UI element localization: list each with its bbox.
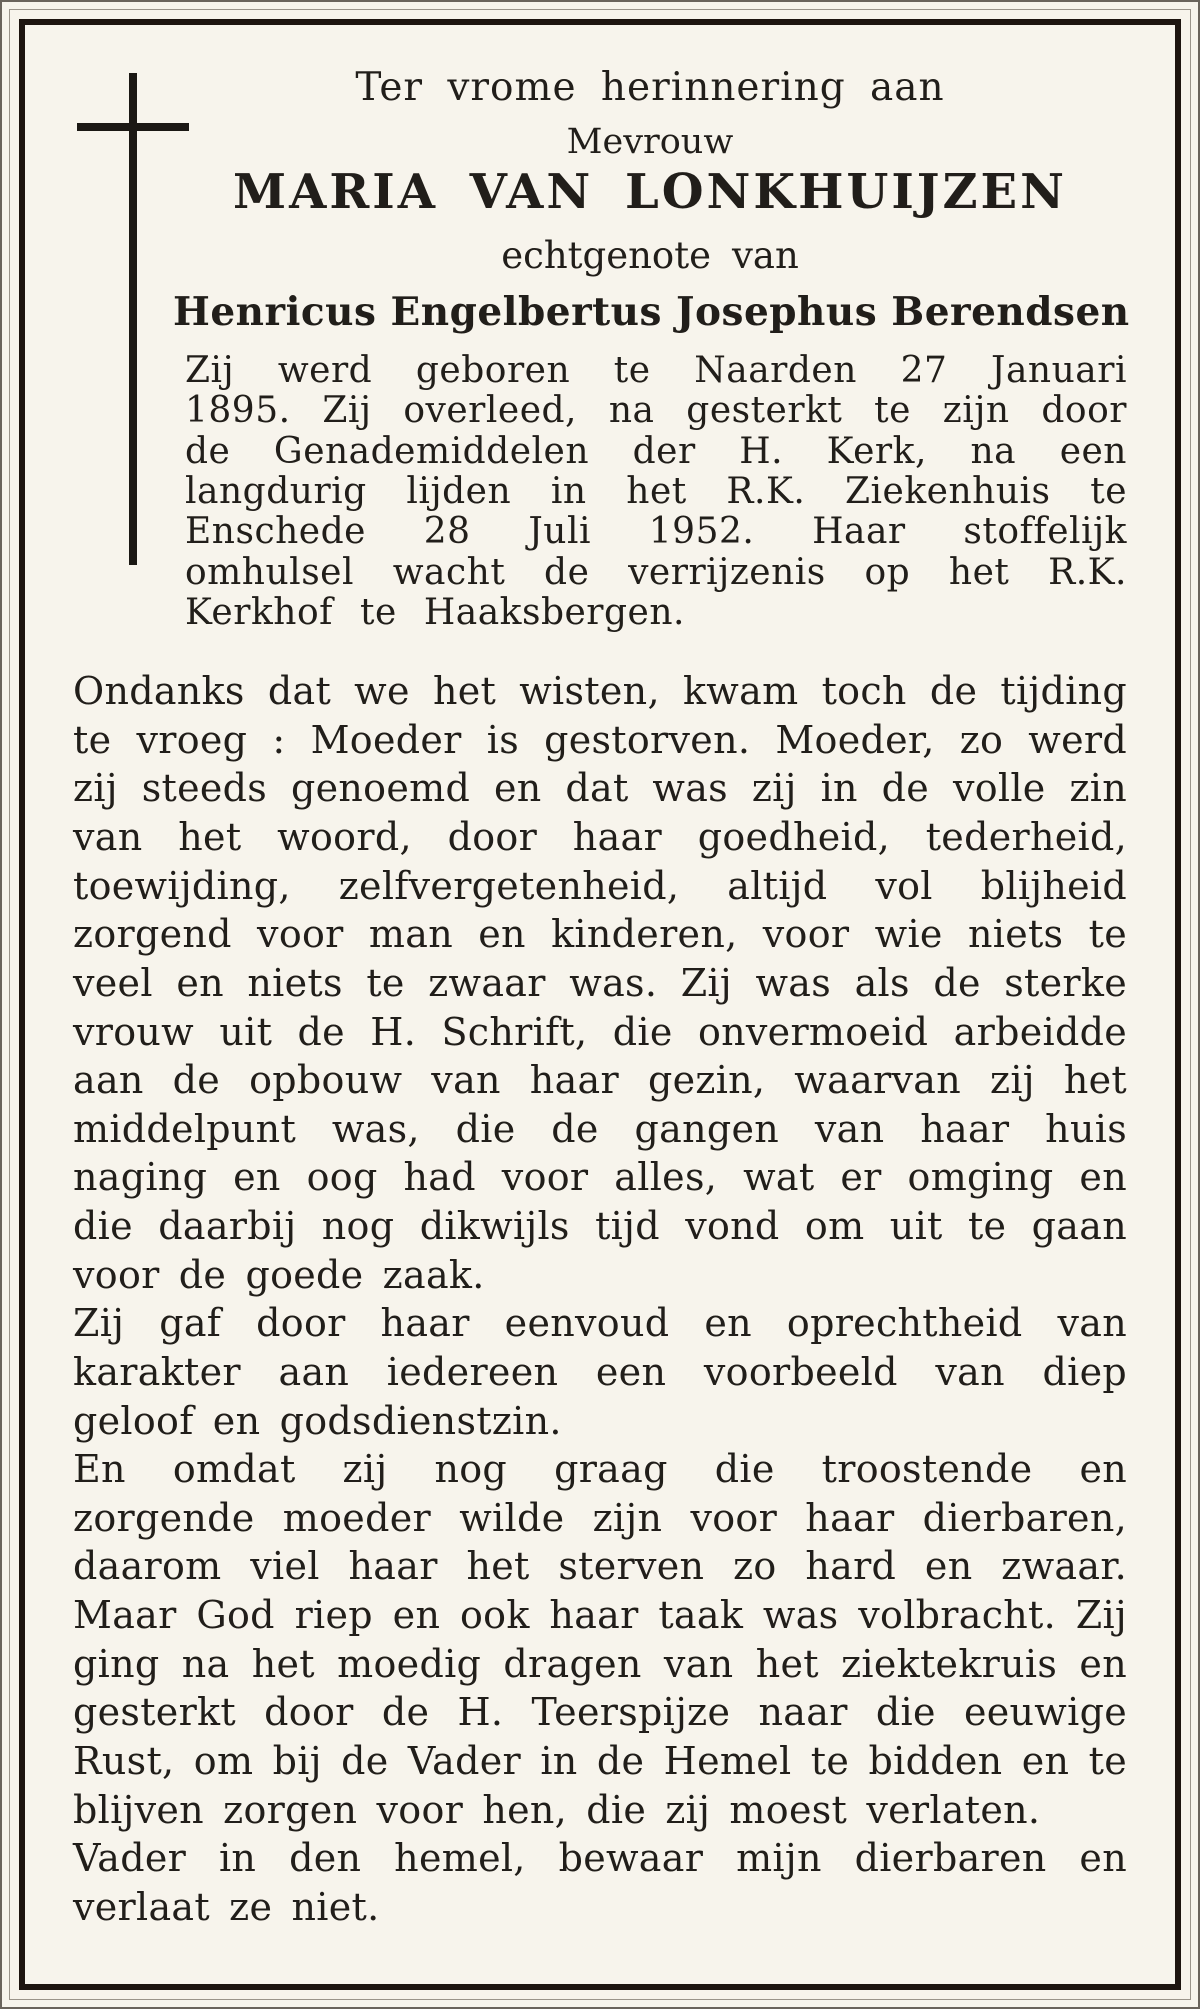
cross-icon xyxy=(77,73,189,565)
dedication-line: Ter vrome herinnering aan xyxy=(355,65,945,110)
relation-line: echtgenote van xyxy=(501,234,799,277)
honorific-title: Mevrouw xyxy=(566,122,734,162)
deceased-name: MARIA VAN LONKHUIJZEN xyxy=(232,164,1068,220)
cross-horizontal-bar xyxy=(77,123,189,131)
memorial-paragraph-2: Zij gaf door haar eenvoud en oprechtheid van karakter aan iedereen een voorbeeld van diep geloof en godsdienstzin. xyxy=(73,1301,1127,1443)
cross-vertical-bar xyxy=(129,73,137,565)
memorial-paragraph-4: Vader in den hemel, bewaar mijn dierbaren en verlaat ze niet. xyxy=(73,1836,1127,1929)
card-content xyxy=(25,25,1175,1984)
biography-paragraph: Zij werd geboren te Naarden 27 Januari 1895. Zij overleed, na gesterkt te zijn door de Genademiddelen der H. Kerk, na een langdurig lijden in het R.K. Ziekenhuis te Enschede 28 Juli 1952. Haar stoffelijk omhulsel wacht de verrijzenis op het R.K. Kerkhof te Haaksbergen. xyxy=(185,350,1127,633)
memorial-text xyxy=(73,667,1127,1931)
spouse-name: Henricus Engelbertus Josephus Berendsen xyxy=(173,289,1130,335)
memorial-paragraph-3: En omdat zij nog graag die troostende en zorgende moeder wilde zijn voor haar dierbaren, daarom viel haar het sterven zo hard en zwaar. Maar God riep en ook haar taak was volbracht. Zij ging na het moedig dragen van het ziektekruis en gesterkt door de H. Teerspijze naar die eeuwige Rust, om bij de Vader in de Hemel te bidden en te blijven zorgen voor hen, die zij moest verlaten. xyxy=(73,1447,1127,1832)
memorial-paragraph-1: Ondanks dat we het wisten, kwam toch de tijding te vroeg : Moeder is gestorven. Moeder, zo werd zij steeds genoemd en dat was zij in de volle zin van het woord, door haar goedheid, tederheid, toewijding, zelfvergetenheid, altijd vol blijheid zorgend voor man en kinderen, voor wie niets te veel en niets te zwaar was. Zij was als de sterke vrouw uit de H. Schrift, die onvermoeid arbeidde aan de opbouw van haar gezin, waarvan zij het middelpunt was, die de gangen van haar huis naging en oog had voor alles, wat er omging en die daarbij nog dikwijls tijd vond om uit te gaan voor de goede zaak. xyxy=(73,669,1127,1297)
card-header xyxy=(173,65,1130,335)
